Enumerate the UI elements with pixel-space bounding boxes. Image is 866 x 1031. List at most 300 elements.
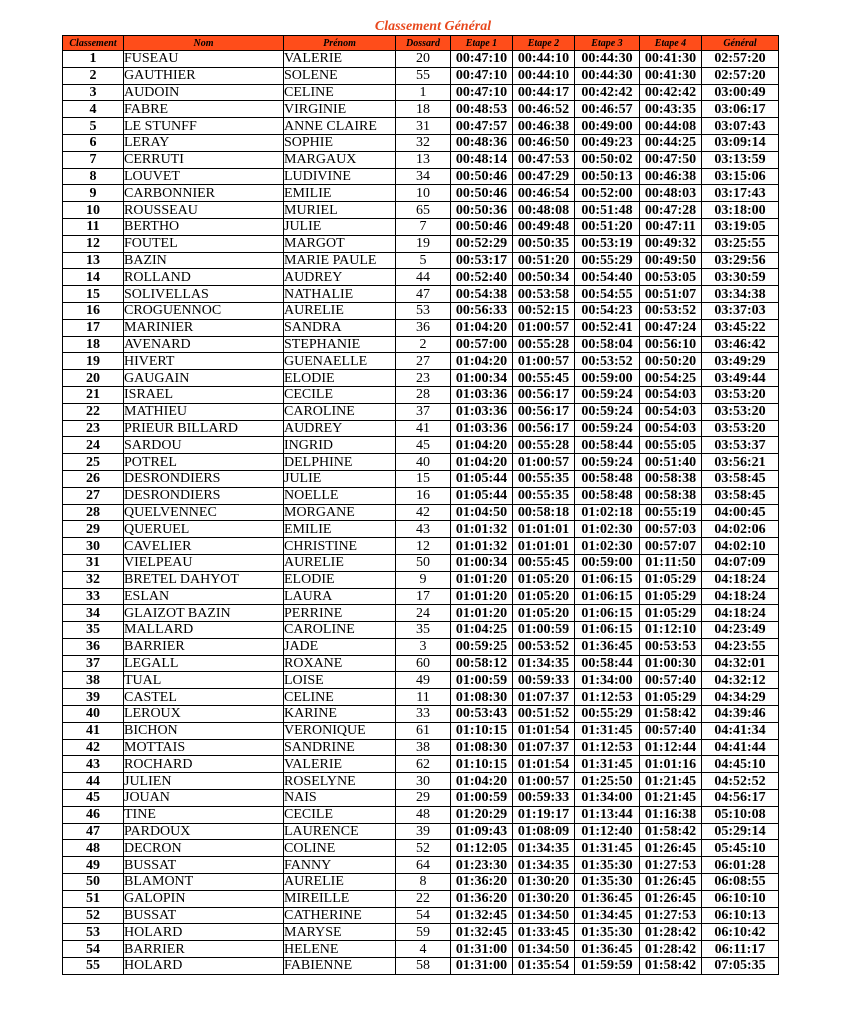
last-name-cell: POTREL <box>124 454 284 471</box>
rank-cell: 30 <box>63 538 124 555</box>
stage-1-time-cell: 01:08:30 <box>451 689 513 706</box>
rank-cell: 25 <box>63 454 124 471</box>
last-name-cell: FABRE <box>124 101 284 118</box>
first-name-cell: VALERIE <box>284 756 396 773</box>
first-name-cell: ELODIE <box>284 370 396 387</box>
rank-cell: 12 <box>63 235 124 252</box>
rank-cell: 51 <box>63 890 124 907</box>
last-name-cell: LOUVET <box>124 168 284 185</box>
bib-number-cell: 49 <box>396 672 451 689</box>
table-row <box>63 269 779 286</box>
bib-number-cell: 44 <box>396 269 451 286</box>
overall-time-cell: 04:23:49 <box>702 622 779 639</box>
rank-cell: 23 <box>63 420 124 437</box>
last-name-cell: LEGALL <box>124 655 284 672</box>
stage-2-time-cell: 01:05:20 <box>513 605 575 622</box>
stage-1-time-cell: 01:01:32 <box>451 538 513 555</box>
stage-2-time-cell: 00:50:34 <box>513 269 575 286</box>
bib-number-cell: 8 <box>396 874 451 891</box>
bib-number-cell: 22 <box>396 890 451 907</box>
table-row <box>63 386 779 403</box>
table-row <box>63 689 779 706</box>
table-row <box>63 403 779 420</box>
first-name-cell: PERRINE <box>284 605 396 622</box>
stage-1-time-cell: 01:12:05 <box>451 840 513 857</box>
table-row <box>63 874 779 891</box>
overall-time-cell: 04:18:24 <box>702 571 779 588</box>
stage-3-time-cell: 01:36:45 <box>575 638 640 655</box>
overall-time-cell: 03:17:43 <box>702 185 779 202</box>
overall-time-cell: 04:00:45 <box>702 504 779 521</box>
stage-3-time-cell: 01:02:18 <box>575 504 640 521</box>
stage-4-time-cell: 00:57:03 <box>640 521 702 538</box>
last-name-cell: GAUTHIER <box>124 67 284 84</box>
header-classement: Classement <box>63 36 124 51</box>
stage-4-time-cell: 01:21:45 <box>640 790 702 807</box>
bib-number-cell: 47 <box>396 286 451 303</box>
overall-time-cell: 06:10:10 <box>702 890 779 907</box>
header-etape-4: Etape 4 <box>640 36 702 51</box>
stage-3-time-cell: 00:54:40 <box>575 269 640 286</box>
first-name-cell: CELINE <box>284 84 396 101</box>
stage-2-time-cell: 00:56:17 <box>513 420 575 437</box>
last-name-cell: CROGUENNOC <box>124 302 284 319</box>
bib-number-cell: 29 <box>396 790 451 807</box>
bib-number-cell: 16 <box>396 487 451 504</box>
stage-2-time-cell: 01:01:01 <box>513 521 575 538</box>
table-row <box>63 722 779 739</box>
stage-1-time-cell: 00:47:10 <box>451 51 513 68</box>
stage-3-time-cell: 00:58:44 <box>575 655 640 672</box>
stage-2-time-cell: 01:05:20 <box>513 588 575 605</box>
stage-1-time-cell: 00:57:00 <box>451 336 513 353</box>
last-name-cell: ESLAN <box>124 588 284 605</box>
table-row <box>63 134 779 151</box>
stage-2-time-cell: 01:34:50 <box>513 941 575 958</box>
last-name-cell: DESRONDIERS <box>124 487 284 504</box>
stage-3-time-cell: 01:12:40 <box>575 823 640 840</box>
bib-number-cell: 33 <box>396 706 451 723</box>
overall-time-cell: 03:49:44 <box>702 370 779 387</box>
last-name-cell: CARBONNIER <box>124 185 284 202</box>
last-name-cell: QUERUEL <box>124 521 284 538</box>
bib-number-cell: 52 <box>396 840 451 857</box>
first-name-cell: MARYSE <box>284 924 396 941</box>
table-row <box>63 218 779 235</box>
stage-2-time-cell: 01:01:01 <box>513 538 575 555</box>
last-name-cell: SARDOU <box>124 437 284 454</box>
stage-2-time-cell: 00:48:08 <box>513 202 575 219</box>
rank-cell: 50 <box>63 874 124 891</box>
table-row <box>63 941 779 958</box>
last-name-cell: BUSSAT <box>124 907 284 924</box>
stage-2-time-cell: 01:34:35 <box>513 840 575 857</box>
stage-3-time-cell: 01:59:59 <box>575 958 640 975</box>
last-name-cell: JOUAN <box>124 790 284 807</box>
rank-cell: 35 <box>63 622 124 639</box>
stage-1-time-cell: 01:01:20 <box>451 605 513 622</box>
overall-time-cell: 05:45:10 <box>702 840 779 857</box>
overall-time-cell: 04:45:10 <box>702 756 779 773</box>
stage-1-time-cell: 01:01:20 <box>451 588 513 605</box>
first-name-cell: CAROLINE <box>284 622 396 639</box>
overall-time-cell: 03:53:37 <box>702 437 779 454</box>
header-etape-3: Etape 3 <box>575 36 640 51</box>
stage-2-time-cell: 00:52:15 <box>513 302 575 319</box>
overall-time-cell: 02:57:20 <box>702 51 779 68</box>
stage-1-time-cell: 00:48:53 <box>451 101 513 118</box>
overall-time-cell: 07:05:35 <box>702 958 779 975</box>
stage-1-time-cell: 01:04:20 <box>451 773 513 790</box>
bib-number-cell: 32 <box>396 134 451 151</box>
table-row <box>63 890 779 907</box>
first-name-cell: CECILE <box>284 386 396 403</box>
stage-3-time-cell: 00:52:00 <box>575 185 640 202</box>
rank-cell: 39 <box>63 689 124 706</box>
overall-time-cell: 04:02:10 <box>702 538 779 555</box>
first-name-cell: AURELIE <box>284 874 396 891</box>
stage-4-time-cell: 01:11:50 <box>640 554 702 571</box>
last-name-cell: BICHON <box>124 722 284 739</box>
overall-time-cell: 04:18:24 <box>702 605 779 622</box>
last-name-cell: PRIEUR BILLARD <box>124 420 284 437</box>
table-row <box>63 907 779 924</box>
table-row <box>63 302 779 319</box>
stage-4-time-cell: 00:54:25 <box>640 370 702 387</box>
overall-time-cell: 03:30:59 <box>702 269 779 286</box>
last-name-cell: GAUGAIN <box>124 370 284 387</box>
stage-4-time-cell: 00:47:50 <box>640 151 702 168</box>
first-name-cell: ROSELYNE <box>284 773 396 790</box>
stage-1-time-cell: 01:04:50 <box>451 504 513 521</box>
rank-cell: 46 <box>63 806 124 823</box>
stage-2-time-cell: 01:07:37 <box>513 739 575 756</box>
overall-time-cell: 03:34:38 <box>702 286 779 303</box>
stage-4-time-cell: 00:53:05 <box>640 269 702 286</box>
stage-1-time-cell: 01:32:45 <box>451 924 513 941</box>
stage-4-time-cell: 01:12:10 <box>640 622 702 639</box>
stage-1-time-cell: 01:01:32 <box>451 521 513 538</box>
last-name-cell: FUSEAU <box>124 51 284 68</box>
first-name-cell: FABIENNE <box>284 958 396 975</box>
stage-2-time-cell: 01:00:59 <box>513 622 575 639</box>
rank-cell: 20 <box>63 370 124 387</box>
stage-4-time-cell: 01:27:53 <box>640 907 702 924</box>
stage-4-time-cell: 00:49:32 <box>640 235 702 252</box>
last-name-cell: VIELPEAU <box>124 554 284 571</box>
stage-1-time-cell: 00:48:14 <box>451 151 513 168</box>
bib-number-cell: 48 <box>396 806 451 823</box>
first-name-cell: ROXANE <box>284 655 396 672</box>
table-row <box>63 571 779 588</box>
last-name-cell: GLAIZOT BAZIN <box>124 605 284 622</box>
first-name-cell: EMILIE <box>284 521 396 538</box>
bib-number-cell: 15 <box>396 470 451 487</box>
stage-3-time-cell: 00:58:44 <box>575 437 640 454</box>
rank-cell: 31 <box>63 554 124 571</box>
last-name-cell: JULIEN <box>124 773 284 790</box>
rank-cell: 18 <box>63 336 124 353</box>
stage-1-time-cell: 01:23:30 <box>451 857 513 874</box>
stage-2-time-cell: 01:00:57 <box>513 454 575 471</box>
stage-1-time-cell: 00:54:38 <box>451 286 513 303</box>
rank-cell: 41 <box>63 722 124 739</box>
stage-2-time-cell: 00:44:10 <box>513 51 575 68</box>
rank-cell: 7 <box>63 151 124 168</box>
last-name-cell: TUAL <box>124 672 284 689</box>
stage-4-time-cell: 01:05:29 <box>640 588 702 605</box>
stage-2-time-cell: 00:46:50 <box>513 134 575 151</box>
last-name-cell: BLAMONT <box>124 874 284 891</box>
rank-cell: 17 <box>63 319 124 336</box>
table-row <box>63 504 779 521</box>
rank-cell: 5 <box>63 118 124 135</box>
stage-4-time-cell: 01:58:42 <box>640 706 702 723</box>
bib-number-cell: 18 <box>396 101 451 118</box>
stage-4-time-cell: 00:42:42 <box>640 84 702 101</box>
last-name-cell: CASTEL <box>124 689 284 706</box>
stage-4-time-cell: 01:27:53 <box>640 857 702 874</box>
stage-3-time-cell: 00:51:20 <box>575 218 640 235</box>
table-row <box>63 958 779 975</box>
stage-3-time-cell: 00:49:00 <box>575 118 640 135</box>
bib-number-cell: 10 <box>396 185 451 202</box>
rank-cell: 15 <box>63 286 124 303</box>
stage-2-time-cell: 01:01:54 <box>513 722 575 739</box>
rank-cell: 34 <box>63 605 124 622</box>
stage-4-time-cell: 00:46:38 <box>640 168 702 185</box>
rank-cell: 48 <box>63 840 124 857</box>
last-name-cell: SOLIVELLAS <box>124 286 284 303</box>
overall-time-cell: 03:19:05 <box>702 218 779 235</box>
stage-4-time-cell: 01:01:16 <box>640 756 702 773</box>
table-row <box>63 840 779 857</box>
first-name-cell: NATHALIE <box>284 286 396 303</box>
first-name-cell: SANDRA <box>284 319 396 336</box>
table-row <box>63 235 779 252</box>
stage-1-time-cell: 00:56:33 <box>451 302 513 319</box>
stage-1-time-cell: 01:36:20 <box>451 874 513 891</box>
overall-time-cell: 04:18:24 <box>702 588 779 605</box>
first-name-cell: CAROLINE <box>284 403 396 420</box>
bib-number-cell: 53 <box>396 302 451 319</box>
bib-number-cell: 50 <box>396 554 451 571</box>
overall-time-cell: 03:06:17 <box>702 101 779 118</box>
stage-4-time-cell: 00:54:03 <box>640 420 702 437</box>
stage-2-time-cell: 01:34:35 <box>513 857 575 874</box>
stage-2-time-cell: 00:55:45 <box>513 370 575 387</box>
bib-number-cell: 13 <box>396 151 451 168</box>
rank-cell: 9 <box>63 185 124 202</box>
bib-number-cell: 5 <box>396 252 451 269</box>
stage-2-time-cell: 01:07:37 <box>513 689 575 706</box>
stage-1-time-cell: 01:08:30 <box>451 739 513 756</box>
first-name-cell: SANDRINE <box>284 739 396 756</box>
overall-time-cell: 03:18:00 <box>702 202 779 219</box>
rank-cell: 21 <box>63 386 124 403</box>
stage-4-time-cell: 01:21:45 <box>640 773 702 790</box>
table-row <box>63 739 779 756</box>
last-name-cell: TINE <box>124 806 284 823</box>
last-name-cell: BARRIER <box>124 941 284 958</box>
stage-2-time-cell: 00:51:20 <box>513 252 575 269</box>
stage-2-time-cell: 01:00:57 <box>513 353 575 370</box>
first-name-cell: MARIE PAULE <box>284 252 396 269</box>
stage-3-time-cell: 01:06:15 <box>575 605 640 622</box>
stage-4-time-cell: 01:58:42 <box>640 958 702 975</box>
first-name-cell: VERONIQUE <box>284 722 396 739</box>
overall-time-cell: 06:08:55 <box>702 874 779 891</box>
rank-cell: 3 <box>63 84 124 101</box>
stage-3-time-cell: 00:55:29 <box>575 252 640 269</box>
stage-3-time-cell: 00:51:48 <box>575 202 640 219</box>
rank-cell: 52 <box>63 907 124 924</box>
stage-1-time-cell: 01:05:44 <box>451 470 513 487</box>
stage-1-time-cell: 00:52:40 <box>451 269 513 286</box>
first-name-cell: DELPHINE <box>284 454 396 471</box>
table-row <box>63 51 779 68</box>
bib-number-cell: 31 <box>396 118 451 135</box>
rank-cell: 2 <box>63 67 124 84</box>
bib-number-cell: 65 <box>396 202 451 219</box>
bib-number-cell: 11 <box>396 689 451 706</box>
stage-4-time-cell: 01:26:45 <box>640 874 702 891</box>
table-row <box>63 370 779 387</box>
bib-number-cell: 39 <box>396 823 451 840</box>
overall-time-cell: 06:11:17 <box>702 941 779 958</box>
stage-3-time-cell: 01:35:30 <box>575 924 640 941</box>
last-name-cell: LEROUX <box>124 706 284 723</box>
bib-number-cell: 20 <box>396 51 451 68</box>
table-row <box>63 118 779 135</box>
stage-3-time-cell: 01:06:15 <box>575 622 640 639</box>
stage-2-time-cell: 00:44:17 <box>513 84 575 101</box>
last-name-cell: HIVERT <box>124 353 284 370</box>
table-row <box>63 655 779 672</box>
stage-1-time-cell: 01:00:34 <box>451 370 513 387</box>
stage-4-time-cell: 01:05:29 <box>640 689 702 706</box>
stage-1-time-cell: 00:50:46 <box>451 185 513 202</box>
stage-1-time-cell: 00:50:46 <box>451 218 513 235</box>
bib-number-cell: 45 <box>396 437 451 454</box>
overall-time-cell: 04:32:01 <box>702 655 779 672</box>
stage-1-time-cell: 00:47:57 <box>451 118 513 135</box>
bib-number-cell: 19 <box>396 235 451 252</box>
stage-3-time-cell: 01:12:53 <box>575 739 640 756</box>
stage-4-time-cell: 00:47:11 <box>640 218 702 235</box>
stage-2-time-cell: 00:44:10 <box>513 67 575 84</box>
overall-time-cell: 03:09:14 <box>702 134 779 151</box>
overall-time-cell: 04:23:55 <box>702 638 779 655</box>
rank-cell: 8 <box>63 168 124 185</box>
last-name-cell: MARINIER <box>124 319 284 336</box>
stage-2-time-cell: 01:05:20 <box>513 571 575 588</box>
table-row <box>63 353 779 370</box>
first-name-cell: MURIEL <box>284 202 396 219</box>
table-row <box>63 857 779 874</box>
stage-2-time-cell: 01:01:54 <box>513 756 575 773</box>
bib-number-cell: 43 <box>396 521 451 538</box>
rank-cell: 28 <box>63 504 124 521</box>
stage-4-time-cell: 01:00:30 <box>640 655 702 672</box>
bib-number-cell: 12 <box>396 538 451 555</box>
last-name-cell: HOLARD <box>124 958 284 975</box>
stage-4-time-cell: 00:53:52 <box>640 302 702 319</box>
first-name-cell: JULIE <box>284 470 396 487</box>
stage-2-time-cell: 01:34:35 <box>513 655 575 672</box>
stage-4-time-cell: 01:58:42 <box>640 823 702 840</box>
last-name-cell: ROLLAND <box>124 269 284 286</box>
stage-2-time-cell: 00:46:54 <box>513 185 575 202</box>
first-name-cell: SOLENE <box>284 67 396 84</box>
overall-time-cell: 03:53:20 <box>702 403 779 420</box>
stage-2-time-cell: 00:51:52 <box>513 706 575 723</box>
stage-3-time-cell: 00:59:24 <box>575 403 640 420</box>
stage-3-time-cell: 01:35:30 <box>575 874 640 891</box>
stage-3-time-cell: 00:54:23 <box>575 302 640 319</box>
bib-number-cell: 9 <box>396 571 451 588</box>
table-row <box>63 605 779 622</box>
table-row <box>63 101 779 118</box>
stage-2-time-cell: 00:55:28 <box>513 437 575 454</box>
stage-3-time-cell: 00:46:57 <box>575 101 640 118</box>
last-name-cell: ROCHARD <box>124 756 284 773</box>
overall-time-cell: 03:07:43 <box>702 118 779 135</box>
bib-number-cell: 62 <box>396 756 451 773</box>
first-name-cell: COLINE <box>284 840 396 857</box>
table-row <box>63 672 779 689</box>
rank-cell: 40 <box>63 706 124 723</box>
stage-3-time-cell: 01:06:15 <box>575 571 640 588</box>
first-name-cell: AURELIE <box>284 554 396 571</box>
stage-3-time-cell: 01:36:45 <box>575 890 640 907</box>
overall-time-cell: 03:53:20 <box>702 386 779 403</box>
first-name-cell: CELINE <box>284 689 396 706</box>
overall-time-cell: 04:56:17 <box>702 790 779 807</box>
first-name-cell: MORGANE <box>284 504 396 521</box>
first-name-cell: JADE <box>284 638 396 655</box>
stage-1-time-cell: 00:50:46 <box>451 168 513 185</box>
overall-time-cell: 03:56:21 <box>702 454 779 471</box>
overall-time-cell: 03:49:29 <box>702 353 779 370</box>
last-name-cell: BERTHO <box>124 218 284 235</box>
header-prenom: Prénom <box>284 36 396 51</box>
table-row <box>63 487 779 504</box>
overall-time-cell: 03:37:03 <box>702 302 779 319</box>
stage-4-time-cell: 01:26:45 <box>640 890 702 907</box>
last-name-cell: BAZIN <box>124 252 284 269</box>
last-name-cell: CAVELIER <box>124 538 284 555</box>
header-dossard: Dossard <box>396 36 451 51</box>
stage-1-time-cell: 01:03:36 <box>451 386 513 403</box>
stage-1-time-cell: 00:52:29 <box>451 235 513 252</box>
stage-1-time-cell: 01:00:59 <box>451 672 513 689</box>
stage-2-time-cell: 01:30:20 <box>513 874 575 891</box>
stage-4-time-cell: 00:47:28 <box>640 202 702 219</box>
first-name-cell: CATHERINE <box>284 907 396 924</box>
stage-4-time-cell: 01:26:45 <box>640 840 702 857</box>
stage-3-time-cell: 00:58:48 <box>575 487 640 504</box>
stage-4-time-cell: 01:28:42 <box>640 924 702 941</box>
stage-4-time-cell: 00:57:40 <box>640 722 702 739</box>
table-row <box>63 622 779 639</box>
overall-time-cell: 04:41:34 <box>702 722 779 739</box>
stage-1-time-cell: 00:47:10 <box>451 84 513 101</box>
stage-4-time-cell: 00:54:03 <box>640 386 702 403</box>
first-name-cell: NOELLE <box>284 487 396 504</box>
overall-time-cell: 04:07:09 <box>702 554 779 571</box>
stage-2-time-cell: 00:46:38 <box>513 118 575 135</box>
